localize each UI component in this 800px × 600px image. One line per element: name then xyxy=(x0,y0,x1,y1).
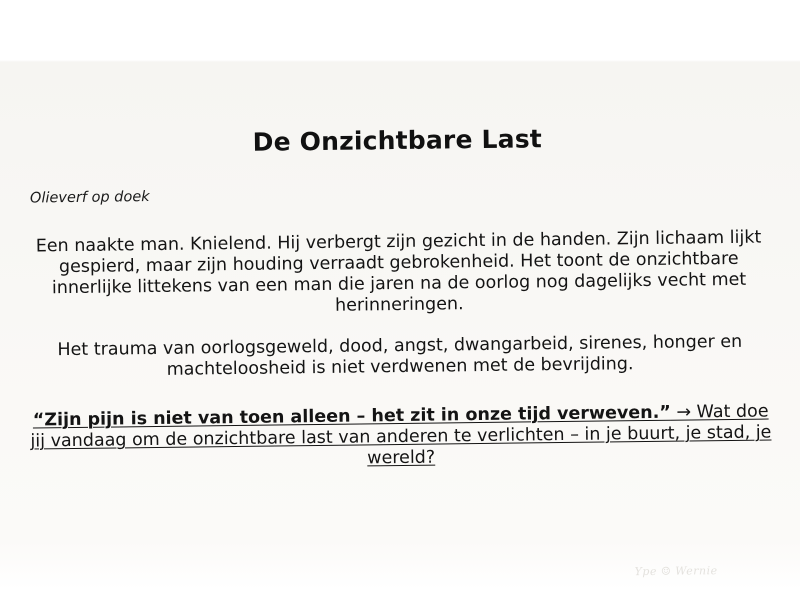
call-to-action: → Wat doe jij vandaag om de onzichtbare last van anderen te verlichten – in je buurt, je stad, je wereld? xyxy=(30,401,772,469)
artwork-medium: Olieverf op doek xyxy=(29,189,150,207)
signature-watermark: Ype ☺ Wernie xyxy=(634,564,718,579)
quote-block xyxy=(25,401,778,473)
description-paragraph: Een naakte man. Knielend. Hij verbergt zijn gezicht in de handen. Zijn lichaam lijkt gespierd, maar zijn houding verraadt gebrokenheid. Het toont de onzichtbare innerlijke littekens van een man die jaren na de oorlog nog dagelijks vecht met herinneringen. xyxy=(35,227,762,316)
trauma-paragraph: Het trauma van oorlogsgeweld, dood, angst, dwangarbeid, sirenes, honger en machteloosheid is niet verdwenen met de bevrijding. xyxy=(57,331,743,380)
bold-quote: “Zijn pijn is niet van toen alleen – het zit in onze tijd verweven.” xyxy=(32,402,671,431)
museum-label-card xyxy=(0,55,800,595)
artwork-title: De Onzichtbare Last xyxy=(252,124,543,157)
